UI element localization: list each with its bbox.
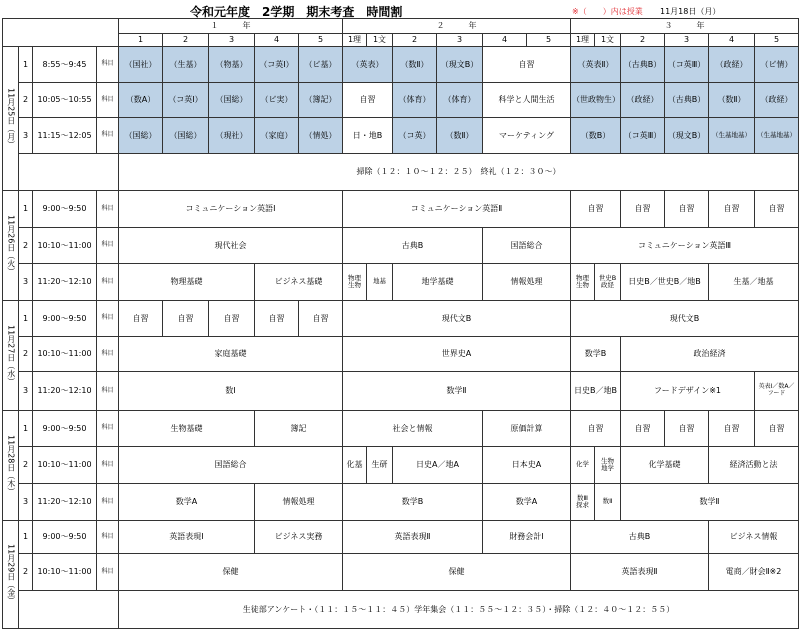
day1-footer-note: 掃除（１２：１０〜１２：２５） 終礼（１２：３０〜） bbox=[118, 153, 799, 191]
subject-header-d2-2: 科目 bbox=[96, 227, 119, 264]
exam-cell-d4p1-g1-1: 生物基礎 bbox=[118, 410, 255, 447]
exam-cell-d5p1-g1-2: ビジネス実務 bbox=[254, 520, 343, 554]
exam-cell-d1p3-g3-2: （コ英Ⅲ） bbox=[620, 117, 665, 154]
exam-cell-d5p2-g3-2: 電商／財会Ⅱ※2 bbox=[708, 553, 799, 591]
exam-cell-d3p1-g1-1: 自習 bbox=[118, 300, 163, 337]
grade-2-header: ２ 年 bbox=[342, 18, 571, 34]
exam-cell-d3p3-g1: 数Ⅰ bbox=[118, 371, 343, 411]
exam-cell-d2p1-g3-1: 自習 bbox=[570, 190, 621, 228]
footer-blank-d5 bbox=[18, 590, 119, 629]
exam-cell-d4p2-g2-1: 化基 bbox=[342, 446, 367, 484]
exam-time-d3-3: 11:20〜12:10 bbox=[32, 371, 97, 411]
period-number-d2-1: 1 bbox=[18, 190, 33, 228]
exam-cell-d4p2-g3-1: 化学 bbox=[570, 446, 595, 484]
exam-cell-d2p2-g1: 現代社会 bbox=[118, 227, 343, 264]
day-label-d4: 11月28日（木） bbox=[2, 410, 19, 521]
class-header-g2-6: 5 bbox=[526, 33, 571, 47]
exam-cell-d2p3-g2-1: 物理 生物 bbox=[342, 263, 367, 301]
exam-cell-d4p3-g3-1: 数Ⅲ 探求 bbox=[570, 483, 595, 521]
exam-cell-d4p2-g2-4: 日本史A bbox=[482, 446, 571, 484]
exam-cell-d4p2-g3-3: 化学基礎 bbox=[620, 446, 709, 484]
class-header-g2-3: 2 bbox=[392, 33, 437, 47]
exam-cell-d1p1-g3-2: （古典B） bbox=[620, 46, 665, 83]
exam-cell-d3p1-g1-5: 自習 bbox=[298, 300, 343, 337]
exam-cell-d3p1-g3: 現代文B bbox=[570, 300, 799, 337]
exam-cell-d1p3-g1-1: （国総） bbox=[118, 117, 163, 154]
exam-cell-d2p3-g2-4: 情報処理 bbox=[482, 263, 571, 301]
exam-cell-d4p2-g2-3: 日史A／地A bbox=[392, 446, 483, 484]
exam-cell-d4p3-g2-1: 数学B bbox=[342, 483, 483, 521]
class-header-g1-5: 5 bbox=[298, 33, 343, 47]
subject-header-d5-2: 科目 bbox=[96, 553, 119, 591]
class-header-g3-3: 2 bbox=[620, 33, 665, 47]
exam-cell-d3p2-g1: 家庭基礎 bbox=[118, 336, 343, 372]
class-header-g1-2: 2 bbox=[162, 33, 209, 47]
exam-cell-d1p2-g2-3: （体育） bbox=[436, 82, 483, 118]
class-note: ※（ ）内は授業 bbox=[572, 7, 643, 16]
exam-cell-d2p2-g3: コミュニケーション英語Ⅲ bbox=[570, 227, 799, 264]
period-number-d2-2: 2 bbox=[18, 227, 33, 264]
exam-time-d3-1: 9:00〜9:50 bbox=[32, 300, 97, 337]
exam-cell-d1p1-g1-4: （コ英Ⅰ） bbox=[254, 46, 299, 83]
exam-cell-d5p2-g3-1: 英語表現Ⅱ bbox=[570, 553, 709, 591]
exam-cell-d5p1-g1-1: 英語表現Ⅰ bbox=[118, 520, 255, 554]
exam-cell-d3p1-g1-2: 自習 bbox=[162, 300, 209, 337]
exam-cell-d3p2-g2: 世界史A bbox=[342, 336, 571, 372]
period-number-d1-2: 2 bbox=[18, 82, 33, 118]
exam-cell-d5p1-g2-1: 英語表現Ⅱ bbox=[342, 520, 483, 554]
exam-time-d2-3: 11:20〜12:10 bbox=[32, 263, 97, 301]
exam-cell-d1p2-g3-4: （数Ⅱ） bbox=[708, 82, 755, 118]
day-label-d3: 11月27日（水） bbox=[2, 300, 19, 411]
class-header-g3-4: 3 bbox=[664, 33, 709, 47]
class-header-g3-1: 1理 bbox=[570, 33, 595, 47]
exam-cell-d1p1-g3-5: （ビ情） bbox=[754, 46, 799, 83]
exam-cell-d4p2-g3-2: 生物 地学 bbox=[594, 446, 621, 484]
exam-cell-d4p1-g3-1: 自習 bbox=[570, 410, 621, 447]
issue-date: 11月18日（月） bbox=[660, 7, 721, 16]
exam-cell-d5p1-g3-2: ビジネス情報 bbox=[708, 520, 799, 554]
period-number-d3-1: 1 bbox=[18, 300, 33, 337]
exam-cell-d1p1-g3-3: （コ英Ⅲ） bbox=[664, 46, 709, 83]
exam-time-d5-2: 10:10〜11:00 bbox=[32, 553, 97, 591]
subject-header-d2-3: 科目 bbox=[96, 263, 119, 301]
footer-blank-d1 bbox=[18, 153, 119, 191]
exam-cell-d1p2-g1-5: （簿記） bbox=[298, 82, 343, 118]
exam-cell-d1p1-g1-5: （ビ基） bbox=[298, 46, 343, 83]
subject-header-d1-1: 科目 bbox=[96, 46, 119, 83]
exam-cell-d1p2-g1-2: （コ英Ⅰ） bbox=[162, 82, 209, 118]
exam-cell-d4p3-g3-3: 数学Ⅱ bbox=[620, 483, 799, 521]
exam-cell-d2p3-g3-4: 生基／地基 bbox=[708, 263, 799, 301]
exam-cell-d1p1-g2-3: （現文B） bbox=[436, 46, 483, 83]
exam-cell-d4p3-g3-2: 数Ⅱ bbox=[594, 483, 621, 521]
exam-cell-d4p2-g2-2: 生研 bbox=[366, 446, 393, 484]
exam-cell-d5p2-g1: 保健 bbox=[118, 553, 343, 591]
exam-cell-d2p3-g3-1: 物理 生物 bbox=[570, 263, 595, 301]
subject-header-d4-3: 科目 bbox=[96, 483, 119, 521]
exam-cell-d4p2-g1: 国語総合 bbox=[118, 446, 343, 484]
exam-cell-d4p1-g1-2: 簿記 bbox=[254, 410, 343, 447]
exam-cell-d2p3-g2-2: 地基 bbox=[366, 263, 393, 301]
header-corner bbox=[2, 18, 119, 47]
exam-time-d1-2: 10:05〜10:55 bbox=[32, 82, 97, 118]
period-number-d5-1: 1 bbox=[18, 520, 33, 554]
exam-cell-d2p2-g2-2: 国語総合 bbox=[482, 227, 571, 264]
exam-cell-d1p2-g2-1: 自習 bbox=[342, 82, 393, 118]
exam-cell-d1p3-g3-5: （生基地基） bbox=[754, 117, 799, 154]
exam-cell-d1p3-g1-4: （家庭） bbox=[254, 117, 299, 154]
period-number-d4-2: 2 bbox=[18, 446, 33, 484]
exam-cell-d2p2-g2-1: 古典B bbox=[342, 227, 483, 264]
exam-cell-d5p1-g3-1: 古典B bbox=[570, 520, 709, 554]
class-header-g1-4: 4 bbox=[254, 33, 299, 47]
page-title: 令和元年度 2学期 期末考査 時間割 bbox=[190, 5, 403, 19]
exam-cell-d1p2-g1-1: （数A） bbox=[118, 82, 163, 118]
exam-cell-d3p3-g3-3: 英表Ⅰ／数A／フード bbox=[754, 371, 799, 411]
exam-time-d5-1: 9:00〜9:50 bbox=[32, 520, 97, 554]
subject-header-d3-2: 科目 bbox=[96, 336, 119, 372]
day-label-d2: 11月26日（火） bbox=[2, 190, 19, 301]
class-header-g3-6: 5 bbox=[754, 33, 799, 47]
exam-cell-d2p3-g3-3: 日史B／世史B／地B bbox=[620, 263, 709, 301]
exam-cell-d4p1-g3-2: 自習 bbox=[620, 410, 665, 447]
exam-time-d4-1: 9:00〜9:50 bbox=[32, 410, 97, 447]
class-header-g2-2: 1文 bbox=[366, 33, 393, 47]
subject-header-d3-1: 科目 bbox=[96, 300, 119, 337]
exam-time-d1-3: 11:15〜12:05 bbox=[32, 117, 97, 154]
exam-cell-d1p1-g1-1: （国社） bbox=[118, 46, 163, 83]
period-number-d4-1: 1 bbox=[18, 410, 33, 447]
period-number-d4-3: 3 bbox=[18, 483, 33, 521]
exam-cell-d1p2-g2-2: （体育） bbox=[392, 82, 437, 118]
subject-header-d2-1: 科目 bbox=[96, 190, 119, 228]
exam-cell-d1p1-g2-1: （英表） bbox=[342, 46, 393, 83]
period-number-d1-1: 1 bbox=[18, 46, 33, 83]
exam-cell-d1p3-g1-5: （情処） bbox=[298, 117, 343, 154]
class-header-g1-1: 1 bbox=[118, 33, 163, 47]
exam-cell-d1p2-g3-2: （政経） bbox=[620, 82, 665, 118]
period-number-d3-2: 2 bbox=[18, 336, 33, 372]
grade-3-header: ３ 年 bbox=[570, 18, 799, 34]
subject-header-d1-2: 科目 bbox=[96, 82, 119, 118]
exam-cell-d2p3-g3-2: 世史B 政経 bbox=[594, 263, 621, 301]
exam-cell-d4p3-g2-2: 数学A bbox=[482, 483, 571, 521]
exam-cell-d2p1-g3-2: 自習 bbox=[620, 190, 665, 228]
exam-cell-d1p2-g1-4: （ビ実） bbox=[254, 82, 299, 118]
exam-time-d4-2: 10:10〜11:00 bbox=[32, 446, 97, 484]
exam-cell-d1p3-g3-1: （数B） bbox=[570, 117, 621, 154]
exam-cell-d2p1-g1: コミュニケーション英語Ⅰ bbox=[118, 190, 343, 228]
exam-time-d1-1: 8:55〜9:45 bbox=[32, 46, 97, 83]
exam-cell-d1p3-g3-4: （生基地基） bbox=[708, 117, 755, 154]
period-number-d1-3: 3 bbox=[18, 117, 33, 154]
exam-cell-d1p2-g3-5: （政経） bbox=[754, 82, 799, 118]
exam-cell-d1p3-g1-3: （現社） bbox=[208, 117, 255, 154]
day-label-d1: 11月25日（月） bbox=[2, 46, 19, 191]
class-header-g2-4: 3 bbox=[436, 33, 483, 47]
period-number-d3-3: 3 bbox=[18, 371, 33, 411]
exam-cell-d1p1-g2-2: （数Ⅱ） bbox=[392, 46, 437, 83]
exam-cell-d4p1-g3-4: 自習 bbox=[708, 410, 755, 447]
exam-cell-d2p1-g3-3: 自習 bbox=[664, 190, 709, 228]
exam-time-d2-2: 10:10〜11:00 bbox=[32, 227, 97, 264]
exam-cell-d3p1-g2: 現代文B bbox=[342, 300, 571, 337]
grade-1-header: １ 年 bbox=[118, 18, 343, 34]
exam-cell-d2p3-g1-2: ビジネス基礎 bbox=[254, 263, 343, 301]
exam-cell-d5p1-g2-2: 財務会計Ⅰ bbox=[482, 520, 571, 554]
exam-time-d2-1: 9:00〜9:50 bbox=[32, 190, 97, 228]
class-header-g2-1: 1理 bbox=[342, 33, 367, 47]
exam-cell-d2p3-g2-3: 地学基礎 bbox=[392, 263, 483, 301]
exam-cell-d5p2-g2: 保健 bbox=[342, 553, 571, 591]
exam-cell-d1p3-g2-1: 日・地B bbox=[342, 117, 393, 154]
class-header-g1-3: 3 bbox=[208, 33, 255, 47]
exam-cell-d1p3-g3-3: （現文B） bbox=[664, 117, 709, 154]
class-header-g3-2: 1文 bbox=[594, 33, 621, 47]
exam-cell-d2p1-g3-4: 自習 bbox=[708, 190, 755, 228]
exam-cell-d1p1-g2-4: 自習 bbox=[482, 46, 571, 83]
exam-cell-d4p1-g3-5: 自習 bbox=[754, 410, 799, 447]
exam-cell-d2p1-g3-5: 自習 bbox=[754, 190, 799, 228]
exam-cell-d1p1-g1-2: （生基） bbox=[162, 46, 209, 83]
exam-cell-d4p1-g2-1: 社会と情報 bbox=[342, 410, 483, 447]
exam-cell-d1p1-g1-3: （物基） bbox=[208, 46, 255, 83]
subject-header-d1-3: 科目 bbox=[96, 117, 119, 154]
subject-header-d3-3: 科目 bbox=[96, 371, 119, 411]
subject-header-d5-1: 科目 bbox=[96, 520, 119, 554]
exam-cell-d3p3-g3-1: 日史B／地B bbox=[570, 371, 621, 411]
exam-cell-d1p1-g3-1: （英表Ⅱ） bbox=[570, 46, 621, 83]
exam-cell-d4p2-g3-4: 経済活動と法 bbox=[708, 446, 799, 484]
exam-cell-d1p2-g1-3: （国総） bbox=[208, 82, 255, 118]
exam-cell-d1p3-g2-3: （数Ⅱ） bbox=[436, 117, 483, 154]
exam-cell-d1p2-g3-3: （古典B） bbox=[664, 82, 709, 118]
subject-header-d4-2: 科目 bbox=[96, 446, 119, 484]
exam-cell-d2p1-g2: コミュニケーション英語Ⅱ bbox=[342, 190, 571, 228]
exam-cell-d3p3-g2: 数学Ⅱ bbox=[342, 371, 571, 411]
exam-cell-d4p1-g3-3: 自習 bbox=[664, 410, 709, 447]
exam-cell-d1p3-g2-4: マーケティング bbox=[482, 117, 571, 154]
exam-cell-d3p2-g3-2: 政治経済 bbox=[620, 336, 799, 372]
period-number-d2-3: 3 bbox=[18, 263, 33, 301]
exam-cell-d1p1-g3-4: （政経） bbox=[708, 46, 755, 83]
class-header-g3-5: 4 bbox=[708, 33, 755, 47]
subject-header-d4-1: 科目 bbox=[96, 410, 119, 447]
exam-time-d4-3: 11:20〜12:10 bbox=[32, 483, 97, 521]
exam-cell-d3p3-g3-2: フードデザイン※1 bbox=[620, 371, 755, 411]
exam-cell-d3p2-g3-1: 数学B bbox=[570, 336, 621, 372]
class-header-g2-5: 4 bbox=[482, 33, 527, 47]
exam-cell-d4p3-g1-2: 情報処理 bbox=[254, 483, 343, 521]
day5-footer-note: 生徒部アンケート・（１１：１５〜１１：４５）学年集会（１１：５５〜１２：３５）・掃除（１２：４０〜１２：５５） bbox=[118, 590, 799, 629]
exam-cell-d3p1-g1-3: 自習 bbox=[208, 300, 255, 337]
exam-cell-d4p3-g1-1: 数学A bbox=[118, 483, 255, 521]
exam-cell-d1p2-g3-1: （世政物生） bbox=[570, 82, 621, 118]
exam-cell-d1p2-g2-4: 科学と人間生活 bbox=[482, 82, 571, 118]
exam-cell-d4p1-g2-2: 原価計算 bbox=[482, 410, 571, 447]
exam-cell-d3p1-g1-4: 自習 bbox=[254, 300, 299, 337]
period-number-d5-2: 2 bbox=[18, 553, 33, 591]
exam-cell-d2p3-g1-1: 物理基礎 bbox=[118, 263, 255, 301]
exam-cell-d1p3-g2-2: （コ英） bbox=[392, 117, 437, 154]
day-label-d5: 11月29日（金） bbox=[2, 520, 19, 629]
exam-cell-d1p3-g1-2: （国総） bbox=[162, 117, 209, 154]
exam-time-d3-2: 10:10〜11:00 bbox=[32, 336, 97, 372]
